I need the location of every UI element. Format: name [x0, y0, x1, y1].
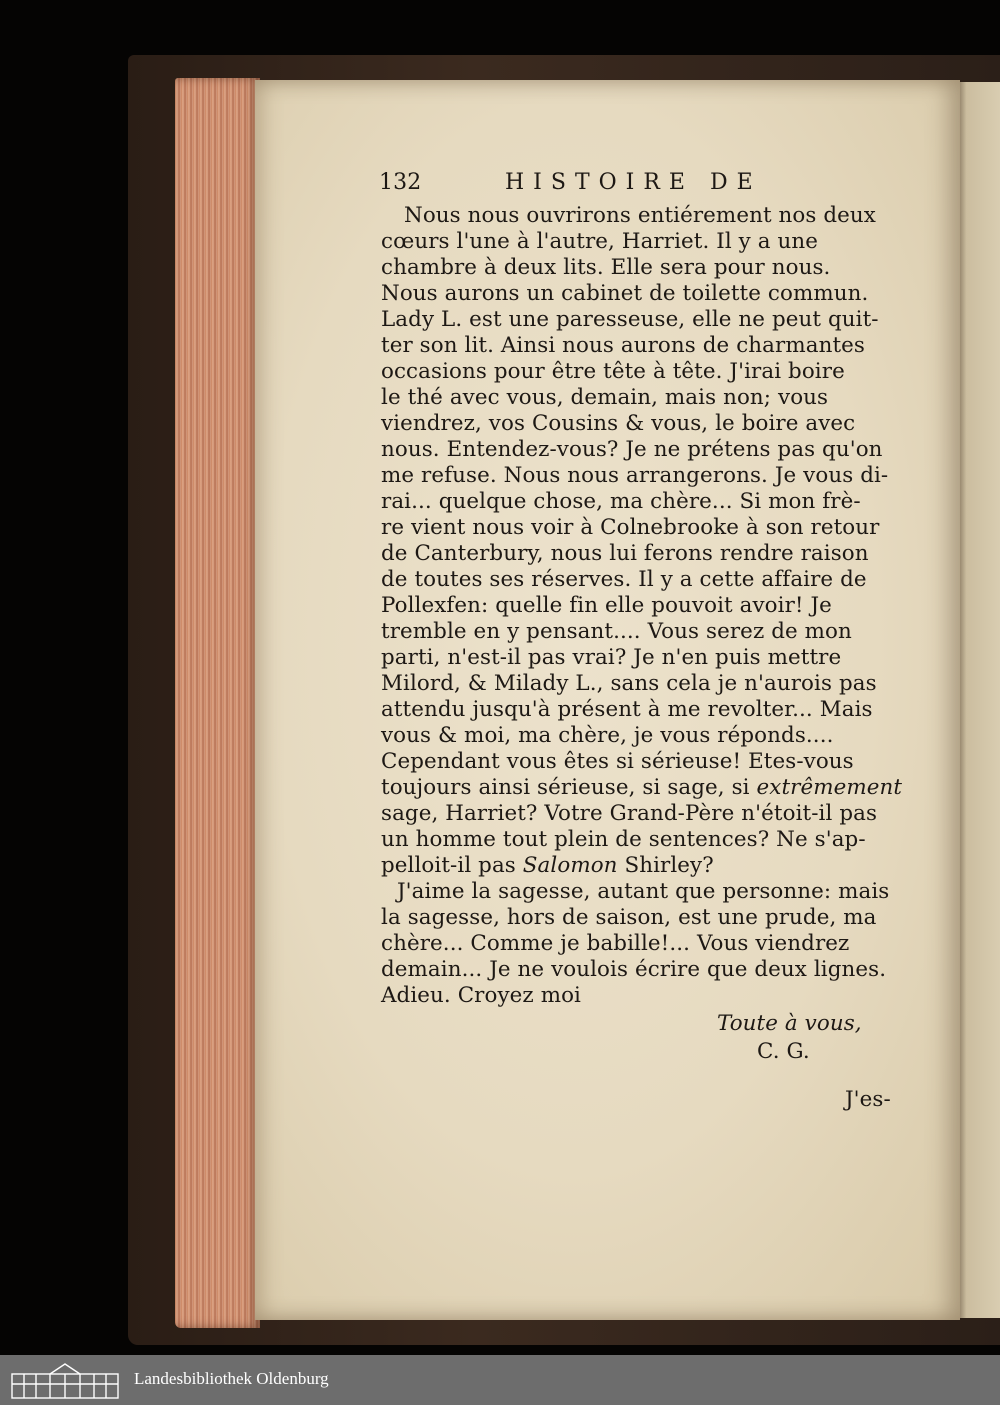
text-segment: toujours ainsi sérieuse, si sage, si	[381, 775, 757, 800]
page-number: 132	[379, 170, 422, 195]
text-line	[381, 853, 714, 879]
text-line: me refuse. Nous nous arrangerons. Je vous di-	[381, 463, 889, 488]
running-head	[255, 170, 960, 200]
text-line: Milord, & Milady L., sans cela je n'aurois pas	[381, 671, 877, 696]
text-line: Nous nous ouvrirons entiérement nos deux	[404, 203, 876, 228]
text-line: le thé avec vous, demain, mais non; vous	[381, 385, 829, 410]
footer-bar	[0, 1355, 1000, 1405]
text-line: un homme tout plein de sentences? Ne s'ap-	[381, 827, 866, 852]
text-line: Adieu. Croyez moi	[381, 983, 582, 1008]
catchword: J'es-	[845, 1087, 891, 1112]
text-line: tremble en y pensant.... Vous serez de mon	[381, 619, 852, 644]
text-line: de Canterbury, nous lui ferons rendre raison	[381, 541, 869, 566]
text-line: rai... quelque chose, ma chère... Si mon frè-	[381, 489, 861, 514]
text-line: Nous aurons un cabinet de toilette commun.	[381, 281, 869, 306]
text-line: occasions pour être tête à tête. J'irai boire	[381, 359, 845, 384]
running-title: HISTOIRE DE	[505, 170, 762, 195]
text-line: chambre à deux lits. Elle sera pour nous.	[381, 255, 831, 280]
text-line: demain... Je ne voulois écrire que deux lignes.	[381, 957, 887, 982]
text-line: re vient nous voir à Colnebrooke à son retour	[381, 515, 880, 540]
text-line: ter son lit. Ainsi nous aurons de charmantes	[381, 333, 865, 358]
text-line: parti, n'est-il pas vrai? Je n'en puis mettre	[381, 645, 842, 670]
book-page	[255, 80, 960, 1320]
signature: C. G.	[757, 1039, 810, 1064]
text-line	[381, 775, 902, 801]
text-line: viendrez, vos Cousins & vous, le boire avec	[381, 411, 856, 436]
library-building-icon	[10, 1360, 120, 1400]
library-name: Landesbibliothek Oldenburg	[134, 1369, 329, 1388]
text-segment: pelloit-il pas	[381, 853, 523, 878]
closing-formula: Toute à vous,	[717, 1011, 862, 1036]
text-line: vous & moi, ma chère, je vous réponds....	[381, 723, 834, 748]
text-line: sage, Harriet? Votre Grand-Père n'étoit-il pas	[381, 801, 878, 826]
text-line: Pollexfen: quelle fin elle pouvoit avoir! Je	[381, 593, 832, 618]
text-line: cœurs l'une à l'autre, Harriet. Il y a une	[381, 229, 819, 254]
italic-word: extrêmement	[756, 775, 903, 800]
text-line: nous. Entendez-vous? Je ne prétens pas qu'on	[381, 437, 883, 462]
text-line: de toutes ses réserves. Il y a cette affaire de	[381, 567, 867, 592]
text-line: chère... Comme je babille!... Vous viendrez	[381, 931, 850, 956]
text-line: la sagesse, hors de saison, est une prude, ma	[381, 905, 877, 930]
facing-page-edge	[958, 82, 1000, 1318]
text-line: Lady L. est une paresseuse, elle ne peut quit-	[381, 307, 879, 332]
text-line: attendu jusqu'à présent à me revolter... Mais	[381, 697, 873, 722]
text-line: Cependant vous êtes si sérieuse! Etes-vous	[381, 749, 854, 774]
text-segment: Shirley?	[617, 853, 714, 878]
text-line: J'aime la sagesse, autant que personne: mais	[397, 879, 890, 904]
page-edges	[175, 78, 260, 1328]
italic-word: Salomon	[522, 853, 618, 878]
